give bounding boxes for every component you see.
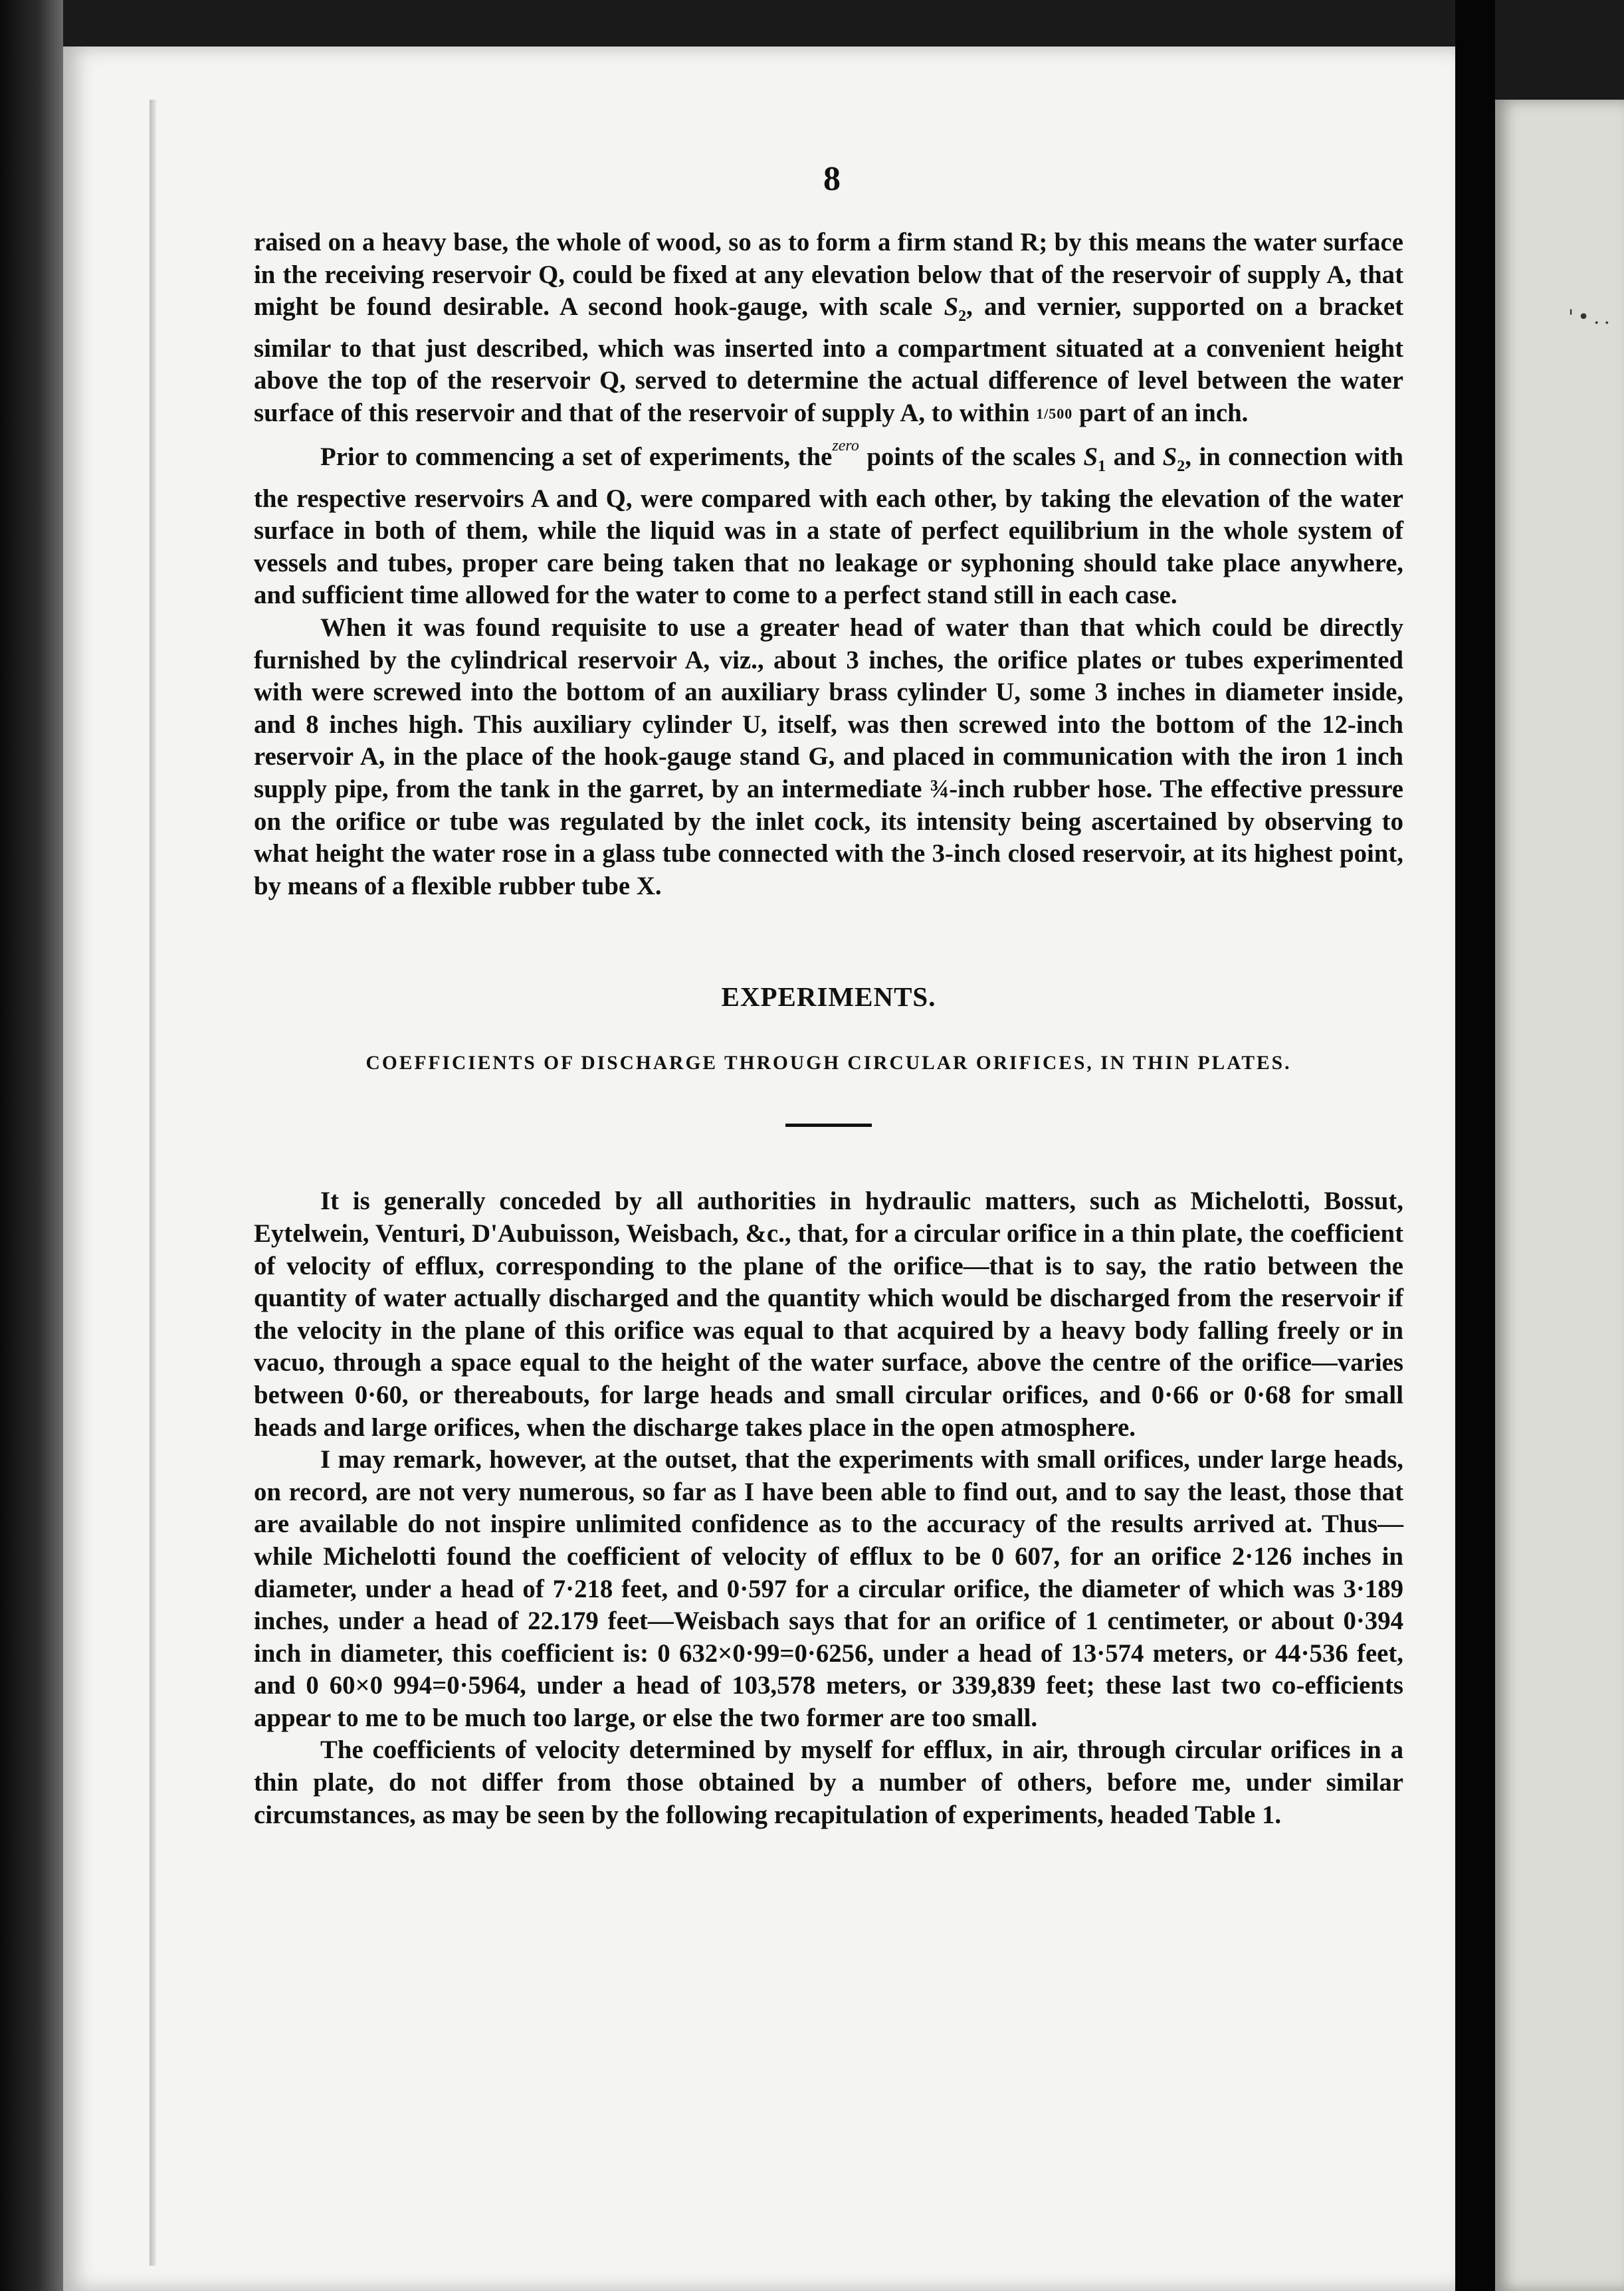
scale-s2-subscript-2: 2 xyxy=(1177,458,1185,476)
section-rule xyxy=(785,1124,872,1127)
scale-s2-subscript: 2 xyxy=(958,307,967,325)
p2-text-a: Prior to commencing a set of experiments, the xyxy=(320,443,833,472)
scale-s1-symbol: S xyxy=(1083,443,1098,472)
page-binding-shadow xyxy=(150,100,156,2266)
p2-text-c: , in connection with the respective reservoirs A and Q, were compared with each other, by taking the elevation of the water surface in both of them, while the liquid was in a state of perfect equilibrium in the whole system of vessels and tubes, proper care being taken that no leakage or syphoning should take place anywhere, and sufficient time allowed for the water to come to a perfect stand still in each case. xyxy=(254,443,1403,610)
text-block xyxy=(254,159,1403,1831)
paragraph-2 xyxy=(254,430,1403,612)
scan-left-edge xyxy=(0,0,63,2291)
section-body xyxy=(254,1185,1403,1831)
paragraph-1 xyxy=(254,227,1403,430)
p1-text-b: , and vernier, supported on a bracket similar to that just described, which was inserted into a compartment situated at a convenient height above the top of the reservoir Q, served to determine the actual difference of level between the water surface of this reservoir and that of the reservoir of supply A, to within xyxy=(254,292,1403,427)
paragraph-4: It is generally conceded by all authorities in hydraulic matters, such as Michelotti, Bossut, Eytelwein, Venturi, D'Aubuisson, Weisbach, &c., that, for a circular orifice in a thin plate, the coefficient of velocity of efflux, corresponding to the plane of the orifice—that is to say, the ratio between the quantity of water actually discharged and the quantity which would be discharged from the reservoir if the velocity in the plane of this orifice was equal to that acquired by a heavy body falling freely or in vacuo, through a space equal to the height of the water surface, above the centre of the orifice—varies between 0·60, or thereabouts, for large heads and small circular orifices, and 0·66 or 0·68 for small heads and large orifices, when the discharge takes place in the open atmosphere. xyxy=(254,1187,1403,1442)
scale-s2-symbol-2: S xyxy=(1162,443,1177,472)
p1-text-c: part of an inch. xyxy=(1078,398,1249,427)
handwritten-annotation: zero xyxy=(832,437,859,455)
paragraph-5: I may remark, however, at the outset, that the experiments with small orifices, under large heads, on record, are not very numerous, so far as I have been able to find out, and to say the least, those that are available do not inspire unlimited confidence as to the accuracy of the results arrived at. Thus—while Michelotti found the coefficient of velocity of efflux to be 0 607, for an orifice 2·126 inches in diameter, under a head of 7·218 feet, and 0·597 for a circular orifice, the diameter of which was 3·189 inches, under a head of 22.179 feet—Weisbach says that for an orifice of 1 centimeter, or about 0·394 inch in diameter, this coefficient is: 0 632×0·99=0·6256, under a head of 13·574 meters, or 44·536 feet, and 0 60×0 994=0·5964, under a head of 103,578 meters, or 339,839 feet; these last two co-efficients appear to me to be much too large, or else the two former are too small. xyxy=(254,1445,1403,1732)
page-gap xyxy=(1455,0,1495,2291)
next-page-marks: '•.. xyxy=(1568,306,1615,329)
scale-s2-symbol: S xyxy=(944,292,959,322)
p2-text-b: points of the scales xyxy=(866,443,1076,472)
paragraph-6: The coefficients of velocity determined by myself for efflux, in air, through circular orifices in a thin plate, do not differ from those obtained by a number of others, before me, under similar circumstances, as may be seen by the following recapitulation of experiments, headed Table 1. xyxy=(254,1736,1403,1829)
paragraph-3: When it was found requisite to use a greater head of water than that which could be directly furnished by the cylindrical reservoir A, viz., about 3 inches, the orifice plates or tubes experimented with were screwed into the bottom of an auxiliary brass cylinder U, some 3 inches in diameter inside, and 8 inches high. This auxiliary cylinder U, itself, was then screwed into the bottom of the 12-inch reservoir A, in the place of the hook-gauge stand G, and placed in communication with the iron 1 inch supply pipe, from the tank in the garret, by an intermediate ¾-inch rubber hose. The effective pressure on the orifice or tube was regulated by the inlet cock, its intensity being ascertained by observing to what height the water rose in a glass tube connected with the 3-inch closed reservoir, at its highest point, by means of a flexible rubber tube X. xyxy=(254,613,1403,900)
section-heading: EXPERIMENTS. xyxy=(721,981,936,1013)
scale-s1-subscript: 1 xyxy=(1098,458,1106,476)
page-number: 8 xyxy=(823,160,841,198)
section-subheading: COEFFICIENTS OF DISCHARGE THROUGH CIRCULAR ORIFICES, IN THIN PLATES. xyxy=(365,1052,1292,1074)
p2-and: and xyxy=(1113,443,1156,472)
fraction-one-five-hundredth: 1/500 xyxy=(1036,405,1073,422)
next-page-edge xyxy=(1495,100,1624,2291)
p1-text-a: raised on a heavy base, the whole of wood, so as to form a firm stand R; by this means the water surface in the receiving reservoir Q, could be fixed at any elevation below that of the reservoir of supply A, that might be found desirable. A second hook-gauge, with scale xyxy=(254,228,1403,322)
